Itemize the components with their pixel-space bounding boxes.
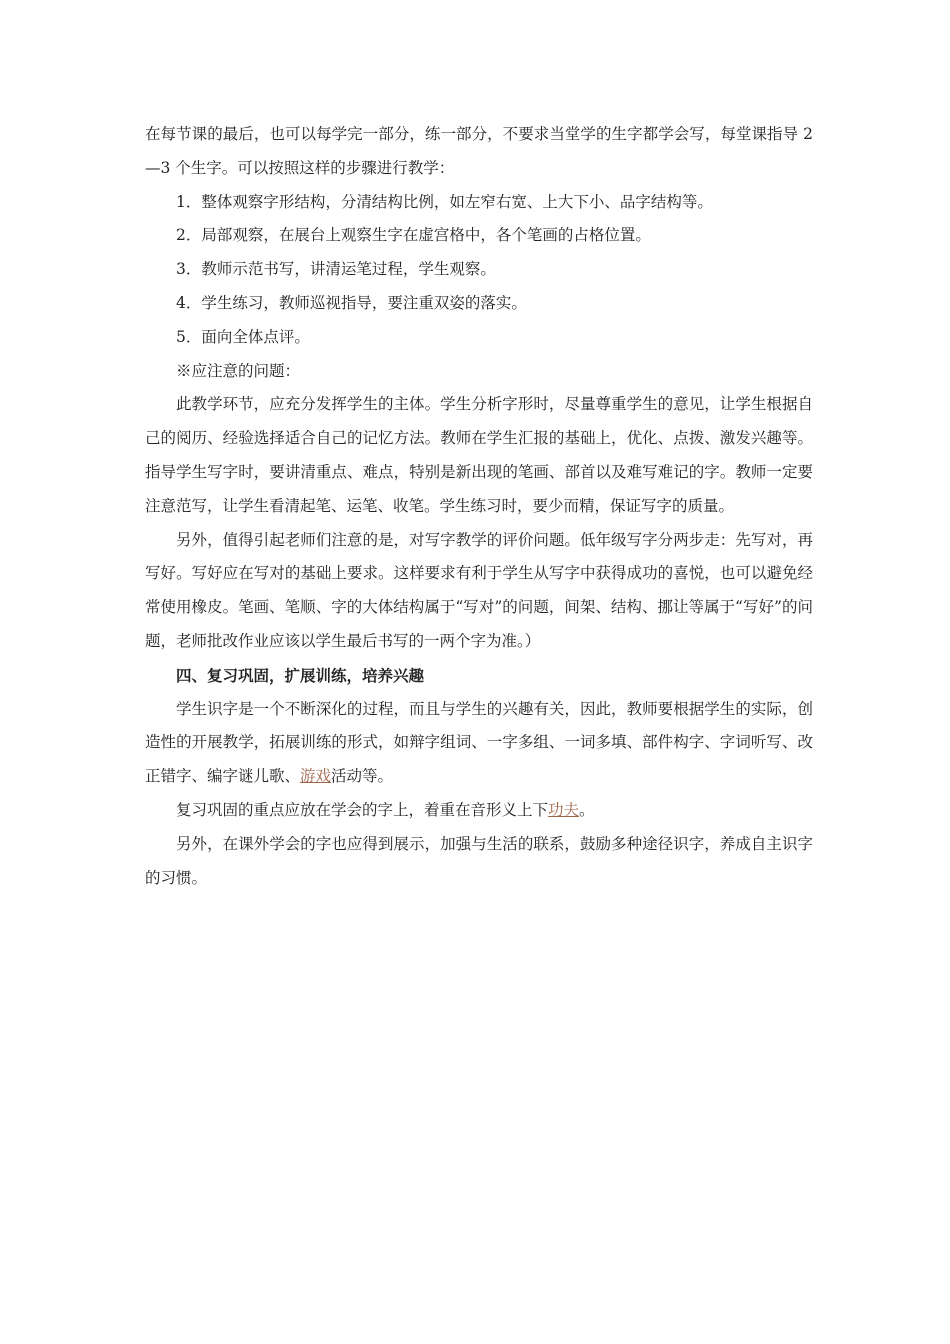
section-paragraph-2-text: 复习巩固的重点应放在学会的字上，着重在音形义上下 xyxy=(176,800,549,819)
step-4: 4．学生练习，教师巡视指导，要注重双姿的落实。 xyxy=(176,293,527,312)
section-paragraph-2-tail: 。 xyxy=(579,800,595,819)
section-paragraph-1-tail: 活动等。 xyxy=(331,767,394,786)
step-2: 2．局部观察，在展台上观察生字在虚宫格中，各个笔画的占格位置。 xyxy=(176,226,651,245)
document-page xyxy=(145,118,813,895)
effort-link[interactable]: 功夫 xyxy=(548,800,580,819)
notice-extra: 另外，值得引起老师们注意的是，对写字教学的评价问题。低年级写字分两步走：先写对，再写好。写好应在写对的基础上要求。这样要求有利于学生从写字中获得成功的喜悦，也可以避免经常使用橡皮。笔画、笔顺、字的大体结构属于“写对”的问题，间架、结构、挪让等属于“写好”的问题，老师批改作业应该以学生最后书写的一两个字为准。） xyxy=(145,530,813,650)
section-heading: 四、复习巩固，扩展训练，培养兴趣 xyxy=(176,665,425,685)
games-link[interactable]: 游戏 xyxy=(300,767,332,786)
step-3: 3．教师示范书写，讲清运笔过程，学生观察。 xyxy=(176,260,496,279)
notice-title: ※应注意的问题： xyxy=(176,361,301,380)
step-1: 1．整体观察字形结构，分清结构比例，如左窄右宽、上大下小、品字结构等。 xyxy=(176,192,713,211)
section-paragraph-2 xyxy=(145,794,813,828)
section-paragraph-1 xyxy=(145,693,813,794)
section-paragraph-3: 另外，在课外学会的字也应得到展示，加强与生活的联系，鼓励多种途径识字，养成自主识字的习惯。 xyxy=(145,834,813,887)
notice-body: 此教学环节，应充分发挥学生的主体。学生分析字形时，尽量尊重学生的意见，让学生根据自己的阅历、经验选择适合自己的记忆方法。教师在学生汇报的基础上，优化、点拨、激发兴趣等。指导学生写字时，要讲清重点、难点，特别是新出现的笔画、部首以及难写难记的字。教师一定要注意范写，让学生看清起笔、运笔、收笔。学生练习时，要少而精，保证写字的质量。 xyxy=(145,395,813,515)
intro-paragraph: 在每节课的最后，也可以每学完一部分，练一部分，不要求当堂学的生字都学会写，每堂课指导 2—3 个生字。可以按照这样的步骤进行教学： xyxy=(145,125,813,177)
section-paragraph-1-text: 学生识字是一个不断深化的过程，而且与学生的兴趣有关，因此，教师要根据学生的实际，创造性的开展教学，拓展训练的形式，如辩字组词、一字多组、一词多填、部件构字、字词听写、改正错字、编字谜儿歌、 xyxy=(145,699,813,786)
step-5: 5．面向全体点评。 xyxy=(176,327,310,346)
